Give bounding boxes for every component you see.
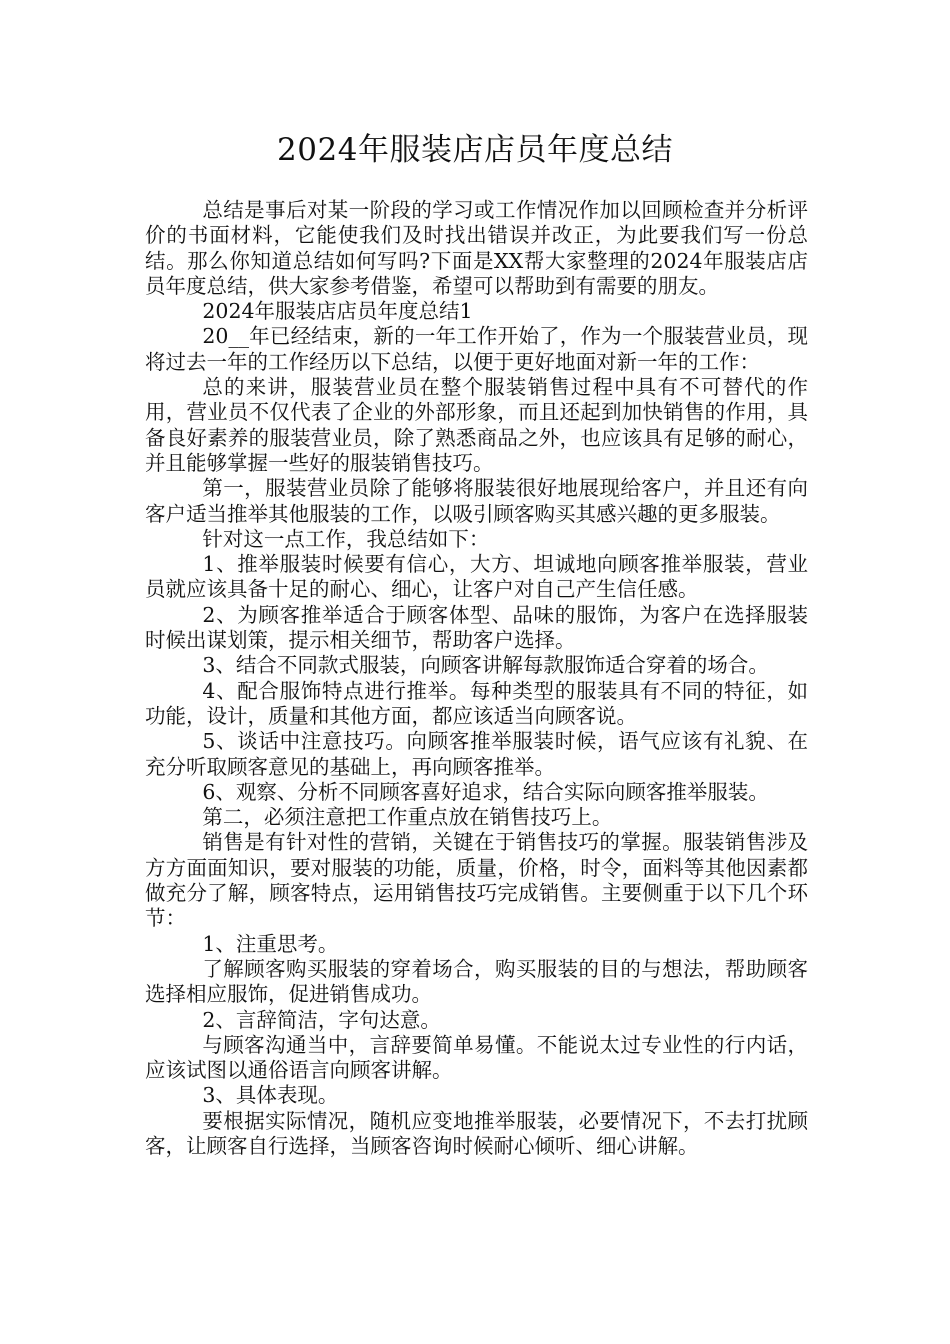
- paragraph: 第二，必须注意把工作重点放在销售技巧上。: [202, 805, 613, 830]
- paragraph: 针对这一点工作，我总结如下：: [202, 526, 490, 551]
- list-item: 1、注重思考。: [202, 931, 339, 956]
- paragraph: 与顾客沟通当中，言辞要简单易懂。不能说太过专业性的行内话，应该试图以通俗语言向顾客讲解。: [145, 1032, 808, 1083]
- list-item: 3、具体表现。: [202, 1083, 339, 1108]
- paragraph: 总的来讲，服装营业员在整个服装销售过程中具有不可替代的作用，营业员不仅代表了企业的外部形象，而且还起到加快销售的作用，具备良好素养的服装营业员，除了熟悉商品之外，也应该具有足够的耐心，并且能够掌握一些好的服装销售技巧。: [145, 375, 808, 475]
- paragraph: 了解顾客购买服装的穿着场合，购买服装的目的与想法，帮助顾客选择相应服饰，促进销售成功。: [145, 956, 808, 1007]
- list-item: 1、推举服装时候要有信心，大方、坦诚地向顾客推举服装，营业员就应该具备十足的耐心、细心，让客户对自己产生信任感。: [145, 552, 808, 602]
- paragraph: 销售是有针对性的营销，关键在于销售技巧的掌握。服装销售涉及方方面面知识，要对服装的功能，质量，价格，时令，面料等其他因素都做充分了解，顾客特点，运用销售技巧完成销售。主要侧重于以下几个环节：: [145, 830, 808, 931]
- document-title: 2024年服装店店员年度总结: [277, 132, 673, 168]
- list-item: 2、为顾客推举适合于顾客体型、品味的服饰，为客户在选择服装时候出谋划策，提示相关细节，帮助客户选择。: [145, 602, 808, 653]
- list-item: 4、配合服饰特点进行推举。每种类型的服装具有不同的特征，如功能，设计，质量和其他方面，都应该适当向顾客说。: [145, 678, 808, 728]
- list-item: 2、言辞简洁，字句达意。: [202, 1007, 441, 1032]
- list-item: 6、观察、分析不同顾客喜好追求，结合实际向顾客推举服装。: [202, 779, 769, 804]
- list-item: 5、谈话中注意技巧。向顾客推举服装时候，语气应该有礼貌、在充分听取顾客意见的基础上，再向顾客推举。: [145, 729, 808, 779]
- paragraph: 第一，服装营业员除了能够将服装很好地展现给客户，并且还有向客户适当推举其他服装的工作，以吸引顾客购买其感兴趣的更多服装。: [145, 476, 808, 526]
- document-body: [145, 198, 808, 1159]
- paragraph: 20__年已经结束，新的一年工作开始了，作为一个服装营业员，现将过去一年的工作经历以下总结，以便于更好地面对新一年的工作：: [145, 324, 808, 374]
- paragraph-intro: 总结是事后对某一阶段的学习或工作情况作加以回顾检查并分析评价的书面材料，它能使我们及时找出错误并改正，为此要我们写一份总结。那么你知道总结如何写吗?下面是XX帮大家整理的2024年服装店店员年度总结，供大家参考借鉴，希望可以帮助到有需要的朋友。: [145, 198, 808, 298]
- list-item: 3、结合不同款式服装，向顾客讲解每款服饰适合穿着的场合。: [202, 653, 769, 678]
- section-heading: 2024年服装店店员年度总结1: [202, 299, 473, 324]
- paragraph: 要根据实际情况，随机应变地推举服装，必要情况下，不去打扰顾客，让顾客自行选择，当顾客咨询时候耐心倾听、细心讲解。: [145, 1108, 808, 1158]
